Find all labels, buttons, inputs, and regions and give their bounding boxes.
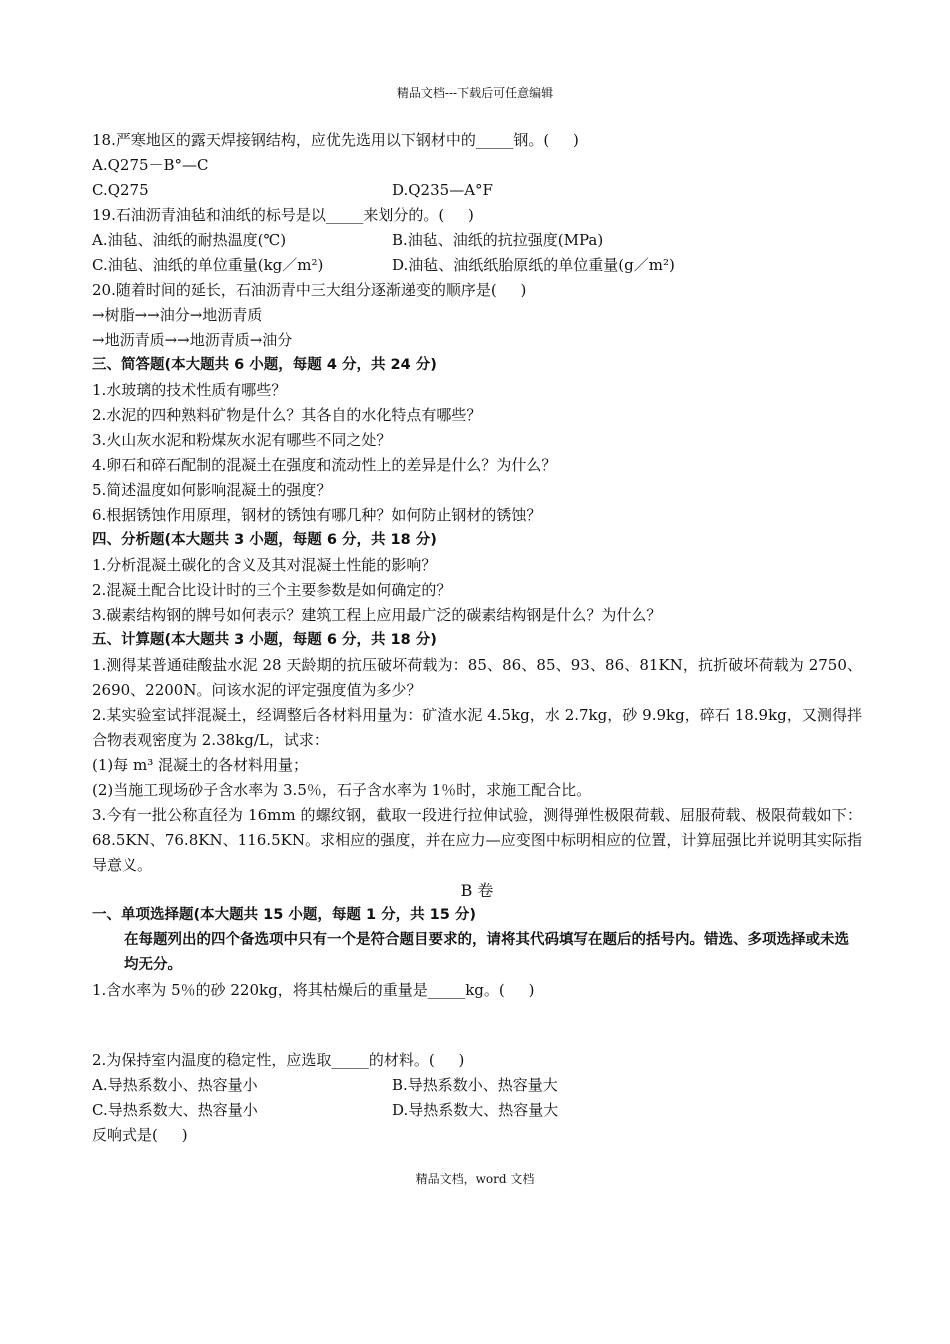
b-question-2: 2.为保持室内温度的稳定性，应选取_____的材料。( ) [92,1051,465,1069]
q20-option-2: →地沥青质→→地沥青质→油分 [92,331,293,349]
sec5-problem-3: 3.今有一批公称直径为 16mm 的螺纹钢，截取一段进行拉伸试验，测得弹性极限荷载、屈服荷载、极限荷载如下：68.5KN、76.8KN、116.5KN。求相应的强度，并在应力—应变图中标明相应的位置，计算屈强比并说明其实际指导意义。 [92,806,862,874]
q19-option-b: B.油毡、油纸的抗拉强度(MPa) [392,231,604,249]
q19-options-row-1 [92,228,862,253]
q19-options-row-2 [92,253,862,278]
q19-option-d: D.油毡、油纸纸胎原纸的单位重量(g／m²) [392,256,675,274]
q18-option-c: C.Q275 [92,181,149,199]
sec4-item: 3.碳素结构钢的牌号如何表示？建筑工程上应用最广泛的碳素结构钢是什么？为什么？ [92,606,662,624]
b-question-1: 1.含水率为 5％的砂 220kg，将其枯燥后的重量是_____kg。( ) [92,981,535,999]
section-3-title: 三、简答题(本大题共 6 小题，每题 4 分，共 24 分) [92,357,437,373]
sec3-item: 5.简述温度如何影响混凝土的强度？ [92,481,332,499]
document-body [92,128,862,1148]
sec4-item: 1.分析混凝土碳化的含义及其对混凝土性能的影响？ [92,556,437,574]
sec5-problem-2: 2.某实验室试拌混凝土，经调整后各材料用量为：矿渣水泥 4.5kg，水 2.7kg，砂 9.9kg，碎石 18.9kg，又测得拌合物表观密度为 2.38kg/L，试求： [92,706,862,749]
sec4-item: 2.混凝土配合比设计时的三个主要参数是如何确定的？ [92,581,452,599]
b-section-1-title: 一、单项选择题(本大题共 15 小题，每题 1 分，共 15 分) [92,907,476,923]
sec5-problem-2b: (2)当施工现场砂子含水率为 3.5％，石子含水率为 1％时，求施工配合比。 [92,781,592,799]
b-q2-options-row-2 [92,1098,862,1123]
sec3-item: 4.卵石和碎石配制的混凝土在强度和流动性上的差异是什么？为什么？ [92,456,557,474]
b-juan-title: B 卷 [460,881,494,900]
question-18: 18.严寒地区的露天焊接钢结构，应优先选用以下钢材中的_____钢。( ) [92,131,579,149]
q20-option-1: →树脂→→油分→地沥青质 [92,306,263,324]
sec3-item: 6.根据锈蚀作用原理，钢材的锈蚀有哪几种？如何防止钢材的锈蚀？ [92,506,542,524]
q18-option-a: A.Q275－B°—C [92,156,209,174]
sec3-item: 2.水泥的四种熟料矿物是什么？其各自的水化特点有哪些？ [92,406,482,424]
sec3-item: 3.火山灰水泥和粉煤灰水泥有哪些不同之处？ [92,431,392,449]
page-footer: 精品文档，word 文档 [415,1172,535,1186]
sec5-problem-1: 1.测得某普通硅酸盐水泥 28 天龄期的抗压破坏荷载为：85、86、85、93、86、81KN，抗折破坏荷载为 2750、2690、2200N。问该水泥的评定强度值为多少？ [92,656,862,699]
q19-option-a: A.油毡、油纸的耐热温度(℃) [92,231,287,249]
section-5-title: 五、计算题(本大题共 3 小题，每题 6 分，共 18 分) [92,632,437,648]
page-header: 精品文档---下载后可任意编辑 [396,86,554,100]
blank-space [92,1003,862,1048]
b-tail-line: 反响式是( ) [92,1126,188,1144]
question-20: 20.随着时间的延长，石油沥青中三大组分逐渐递变的顺序是( ) [92,281,527,299]
b-q2-option-a: A.导热系数小、热容量小 [92,1076,258,1094]
b-q2-option-b: B.导热系数小、热容量大 [392,1076,558,1094]
b-q2-option-d: D.导热系数大、热容量大 [392,1101,559,1119]
sec3-item: 1.水玻璃的技术性质有哪些？ [92,381,287,399]
q18-options-row [92,178,862,203]
b-q2-options-row-1 [92,1073,862,1098]
question-19: 19.石油沥青油毡和油纸的标号是以_____来划分的。( ) [92,206,474,224]
sec5-problem-2a: (1)每 m³ 混凝土的各材料用量； [92,756,309,774]
q19-option-c: C.油毡、油纸的单位重量(kg／m²) [92,256,324,274]
b-q2-option-c: C.导热系数大、热容量小 [92,1101,258,1119]
q18-option-d: D.Q235—A°F [392,181,493,199]
section-4-title: 四、分析题(本大题共 3 小题，每题 6 分，共 18 分) [92,532,437,548]
b-instruction: 在每题列出的四个备选项中只有一个是符合题目要求的，请将其代码填写在题后的括号内。错选、多项选择或未选均无分。 [124,932,849,973]
